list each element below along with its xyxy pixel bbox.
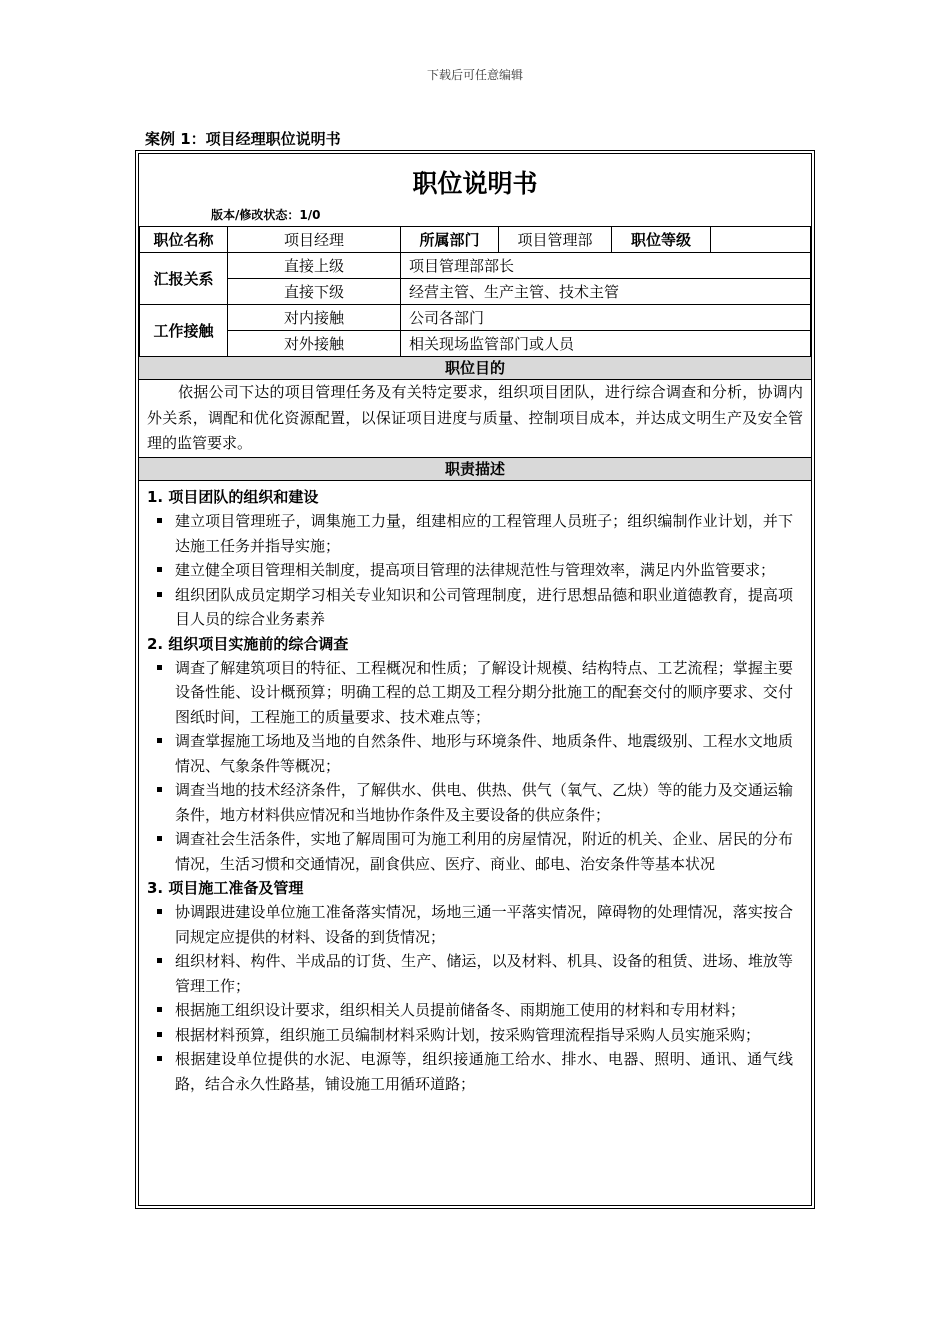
superior-value: 项目管理部部长 xyxy=(401,253,811,279)
list-item xyxy=(147,1023,803,1048)
label-external: 对外接触 xyxy=(228,331,401,357)
square-bullet-icon xyxy=(157,592,162,597)
list-item xyxy=(147,509,803,558)
duty-group-title: 1. 项目团队的组织和建设 xyxy=(147,488,319,506)
external-value: 相关现场监管部门或人员 xyxy=(401,331,811,357)
table-row xyxy=(140,331,811,357)
list-item xyxy=(147,1047,803,1096)
label-dept: 所属部门 xyxy=(401,227,499,253)
square-bullet-icon xyxy=(157,836,162,841)
position-value: 项目经理 xyxy=(228,227,401,253)
duty-group-title: 3. 项目施工准备及管理 xyxy=(147,879,304,897)
label-level: 职位等级 xyxy=(612,227,711,253)
label-position: 职位名称 xyxy=(140,227,228,253)
square-bullet-icon xyxy=(157,738,162,743)
square-bullet-icon xyxy=(157,909,162,914)
list-item-text: 建立健全项目管理相关制度，提高项目管理的法律规范性与管理效率，满足内外监管要求； xyxy=(175,561,776,579)
level-value xyxy=(711,227,811,253)
label-contact: 工作接触 xyxy=(140,305,228,357)
list-item-text: 根据施工组织设计要求，组织相关人员提前储备冬、雨期施工使用的材料和专用材料； xyxy=(175,1001,746,1019)
duties-list xyxy=(139,481,811,1096)
purpose-text: 依据公司下达的项目管理任务及有关特定要求，组织项目团队，进行综合调查和分析，协调内外关系，调配和优化资源配置，以保证项目进度与质量、控制项目成本，并达成文明生产及安全管理的监管要求。 xyxy=(147,383,803,452)
document-inner xyxy=(138,153,812,1206)
square-bullet-icon xyxy=(157,567,162,572)
square-bullet-icon xyxy=(157,518,162,523)
purpose-heading: 职位目的 xyxy=(139,357,811,380)
list-item-text: 调查社会生活条件，实地了解周围可为施工利用的房屋情况，附近的机关、企业、居民的分布情况，生活习惯和交通情况，副食供应、医疗、商业、邮电、治安条件等基本状况 xyxy=(175,830,793,873)
list-item xyxy=(147,998,803,1023)
dept-value: 项目管理部 xyxy=(499,227,612,253)
subordinate-value: 经营主管、生产主管、技术主管 xyxy=(401,279,811,305)
table-row xyxy=(140,253,811,279)
info-table xyxy=(139,226,811,357)
list-item xyxy=(147,900,803,949)
list-item-text: 调查当地的技术经济条件，了解供水、供电、供热、供气（氧气、乙炔）等的能力及交通运输条件，地方材料供应情况和当地协作条件及主要设备的供应条件； xyxy=(175,781,793,824)
list-item xyxy=(147,729,803,778)
list-item xyxy=(147,656,803,730)
label-superior: 直接上级 xyxy=(228,253,401,279)
list-item xyxy=(147,827,803,876)
list-item-text: 建立项目管理班子，调集施工力量，组建相应的工程管理人员班子；组织编制作业计划，并下达施工任务并指导实施； xyxy=(175,512,793,555)
list-item-text: 调查掌握施工场地及当地的自然条件、地形与环境条件、地质条件、地震级别、工程水文地质情况、气象条件等概况； xyxy=(175,732,793,775)
list-item-text: 根据材料预算，组织施工员编制材料采购计划，按采购管理流程指导采购人员实施采购； xyxy=(175,1025,761,1044)
table-row xyxy=(140,305,811,331)
list-item xyxy=(147,778,803,827)
case-title: 案例 1：项目经理职位说明书 xyxy=(145,130,341,148)
list-item-text: 组织团队成员定期学习相关专业知识和公司管理制度，进行思想品德和职业道德教育，提高项目人员的综合业务素养 xyxy=(175,585,793,628)
duty-group-title: 2. 组织项目实施前的综合调查 xyxy=(147,634,349,653)
version-status: 版本/修改状态：1/0 xyxy=(211,208,321,222)
table-row xyxy=(140,227,811,253)
table-row xyxy=(140,279,811,305)
document-frame xyxy=(135,150,815,1209)
square-bullet-icon xyxy=(157,665,162,670)
square-bullet-icon xyxy=(157,1056,162,1061)
label-subordinate: 直接下级 xyxy=(228,279,401,305)
list-item xyxy=(147,558,803,583)
label-internal: 对内接触 xyxy=(228,305,401,331)
list-item xyxy=(147,583,803,632)
square-bullet-icon xyxy=(157,1032,162,1037)
internal-value: 公司各部门 xyxy=(401,305,811,331)
square-bullet-icon xyxy=(157,958,162,963)
header-note: 下载后可任意编辑 xyxy=(426,68,523,82)
list-item-text: 调查了解建筑项目的特征、工程概况和性质；了解设计规模、结构特点、工艺流程；掌握主要设备性能、设计概预算；明确工程的总工期及工程分期分批施工的配套交付的顺序要求、交付图纸时间，工程施工的质量要求、技术难点等； xyxy=(175,658,793,726)
doc-title: 职位说明书 xyxy=(412,169,538,198)
square-bullet-icon xyxy=(157,787,162,792)
square-bullet-icon xyxy=(157,1007,162,1012)
list-item-text: 协调跟进建设单位施工准备落实情况，场地三通一平落实情况，障碍物的处理情况，落实按合同规定应提供的材料、设备的到货情况； xyxy=(175,903,793,946)
list-item-text: 根据建设单位提供的水泥、电源等，组织接通施工给水、排水、电器、照明、通讯、通气线路，结合永久性路基，铺设施工用循环道路； xyxy=(175,1050,793,1093)
label-report: 汇报关系 xyxy=(140,253,228,305)
list-item xyxy=(147,949,803,998)
duties-heading: 职责描述 xyxy=(139,457,811,481)
list-item-text: 组织材料、构件、半成品的订货、生产、储运，以及材料、机具、设备的租赁、进场、堆放等管理工作； xyxy=(175,952,793,995)
